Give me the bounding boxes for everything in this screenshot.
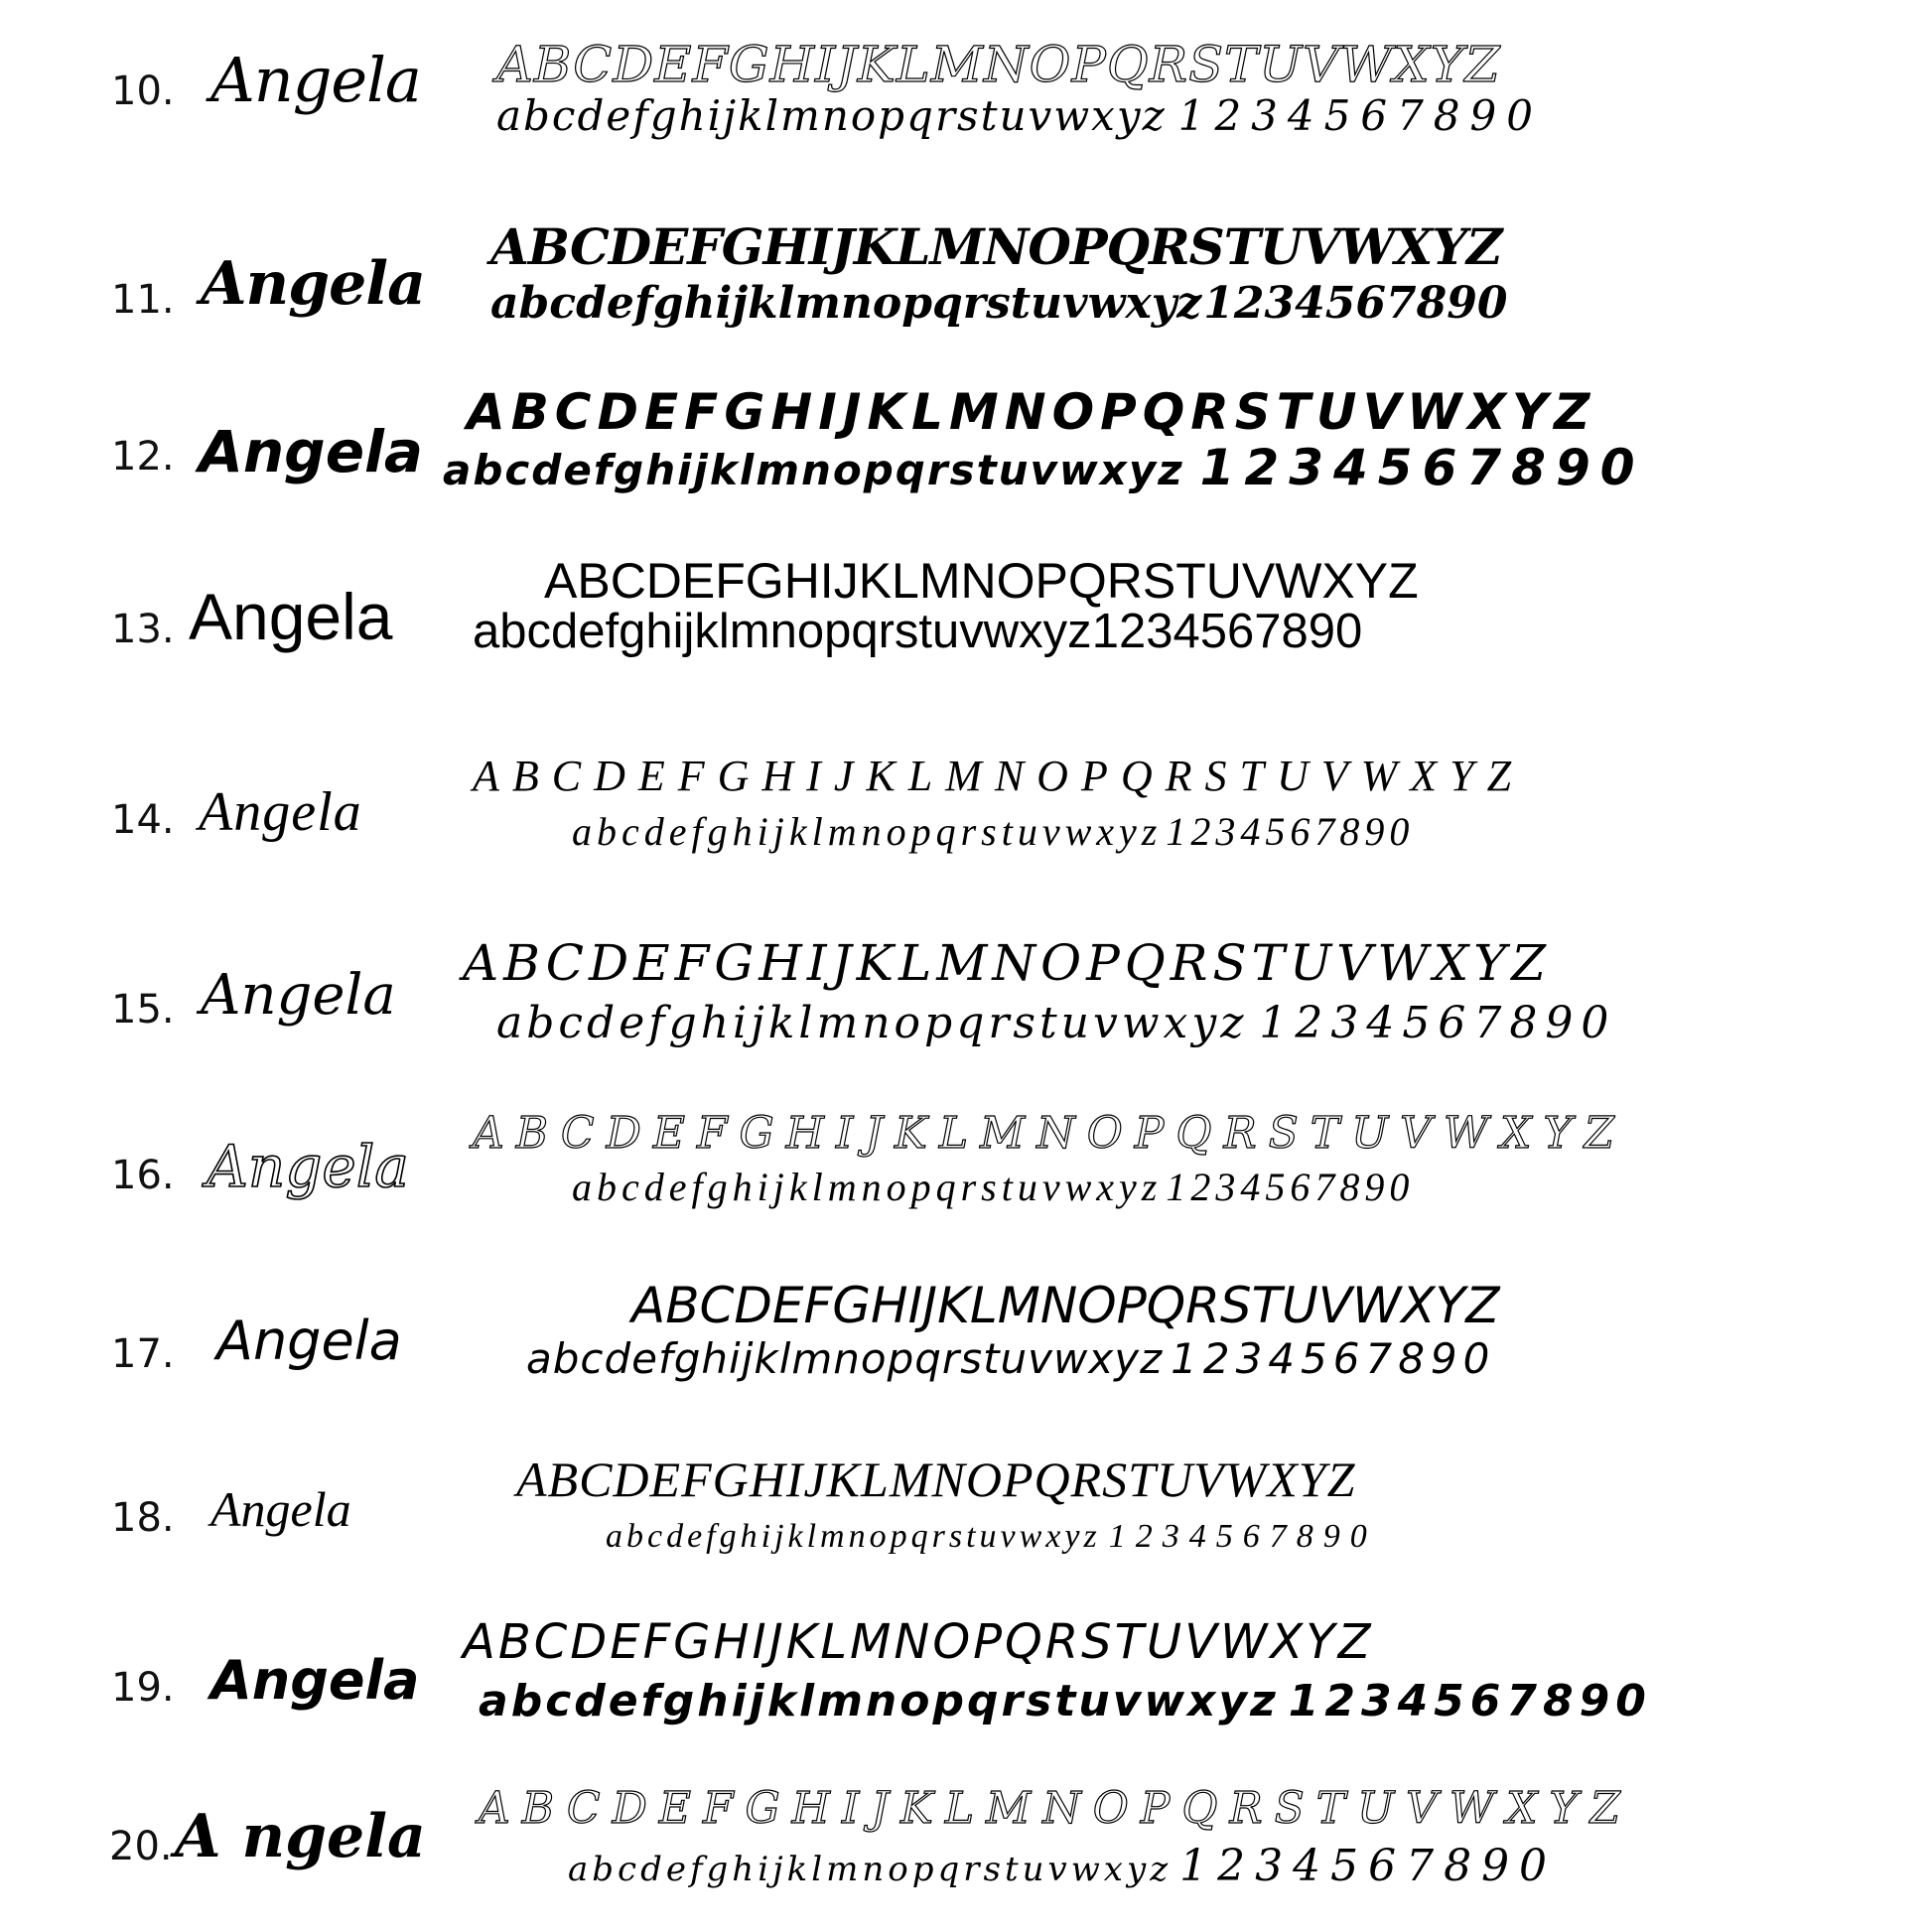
- font-sample-name: Angela: [210, 44, 421, 116]
- font-sample-name: Angela: [216, 1310, 402, 1372]
- font-sample-name: A ngela: [175, 1802, 426, 1871]
- font-lowercase-alphabet: abcdefghijklmnopqrstuvwxyz 1234567890: [606, 1518, 1377, 1555]
- font-sample-name: Angela: [201, 249, 425, 319]
- font-uppercase-alphabet: ABCDEFGHIJKLMNOPQRSTUVWXYZ: [479, 1783, 1633, 1834]
- font-sample-name: Angela: [210, 1649, 420, 1712]
- font-uppercase-alphabet: ABCDEFGHIJKLMNOPQRSTUVWXYZ: [496, 36, 1501, 93]
- font-number: 17.: [111, 1331, 175, 1377]
- font-lowercase-alphabet: abcdefghijklmnopqrstuvwxyz 1234567890: [479, 1676, 1652, 1726]
- font-uppercase-alphabet: ABCDEFGHIJKLMNOPQRSTUVWXYZ: [490, 217, 1502, 276]
- font-sample-name: Angela: [201, 963, 396, 1028]
- font-uppercase-alphabet: ABCDEFGHIJKLMNOPQRSTUVWXYZ: [467, 383, 1596, 441]
- font-lowercase-alphabet: abcdefghijklmnopqrstuvwxyz 1234567890: [496, 998, 1617, 1048]
- font-number: 12.: [111, 434, 175, 480]
- font-number: 15.: [111, 987, 175, 1033]
- font-sample-name: Angela: [207, 1133, 409, 1200]
- font-number: 13.: [111, 607, 175, 652]
- font-uppercase-alphabet: ABCDEFGHIJKLMNOPQRSTUVWXYZ: [463, 1614, 1374, 1670]
- font-uppercase-alphabet: ABCDEFGHIJKLMNOPQRSTUVWXYZ: [516, 1451, 1356, 1507]
- font-sample-name: Angela: [199, 418, 424, 485]
- font-uppercase-alphabet: ABCDEFGHIJKLMNOPQRSTUVWXYZ: [631, 1277, 1500, 1334]
- font-number: 20.: [109, 1824, 173, 1869]
- font-number: 10.: [111, 69, 175, 114]
- font-uppercase-alphabet: ABCDEFGHIJKLMNOPQRSTUVWXYZ: [473, 1108, 1627, 1159]
- font-lowercase-alphabet: abcdefghijklmnopqrstuvwxyz 1234567890: [526, 1334, 1496, 1383]
- font-lowercase-alphabet: abcdefghijklmnopqrstuvwxyz1234567890: [473, 605, 1363, 658]
- font-number: 18.: [111, 1495, 175, 1541]
- font-uppercase-alphabet: ABCDEFGHIJKLMNOPQRSTUVWXYZ: [463, 934, 1552, 992]
- font-number: 11.: [111, 277, 175, 323]
- font-uppercase-alphabet: ABCDEFGHIJKLMNOPQRSTUVWXYZ: [473, 752, 1525, 800]
- font-uppercase-alphabet: ABCDEFGHIJKLMNOPQRSTUVWXYZ: [544, 553, 1419, 609]
- font-number: 14.: [111, 797, 175, 843]
- font-lowercase-alphabet: abcdefghijklmnopqrstuvwxyz 1234567890: [496, 91, 1543, 140]
- font-sample-name: Angela: [210, 1481, 351, 1537]
- font-lowercase-alphabet: abcdefghijklmnopqrstuvwxyz 1234567890: [572, 1165, 1415, 1209]
- font-lowercase-alphabet: abcdefghijklmnopqrstuvwxyz 1234567890: [572, 809, 1415, 854]
- font-lowercase-alphabet: abcdefghijklmnopqrstuvwxyz 1234567890: [443, 439, 1645, 496]
- font-number: 19.: [111, 1665, 175, 1711]
- font-lowercase-alphabet: abcdefghijklmnopqrstuvwxyz 1234567890: [568, 1841, 1558, 1891]
- font-lowercase-alphabet: abcdefghijklmnopqrstuvwxyz1234567890: [490, 278, 1508, 329]
- font-sample-name: Angela: [199, 781, 362, 843]
- font-number: 16.: [111, 1153, 175, 1198]
- font-sample-name: Angela: [189, 580, 393, 653]
